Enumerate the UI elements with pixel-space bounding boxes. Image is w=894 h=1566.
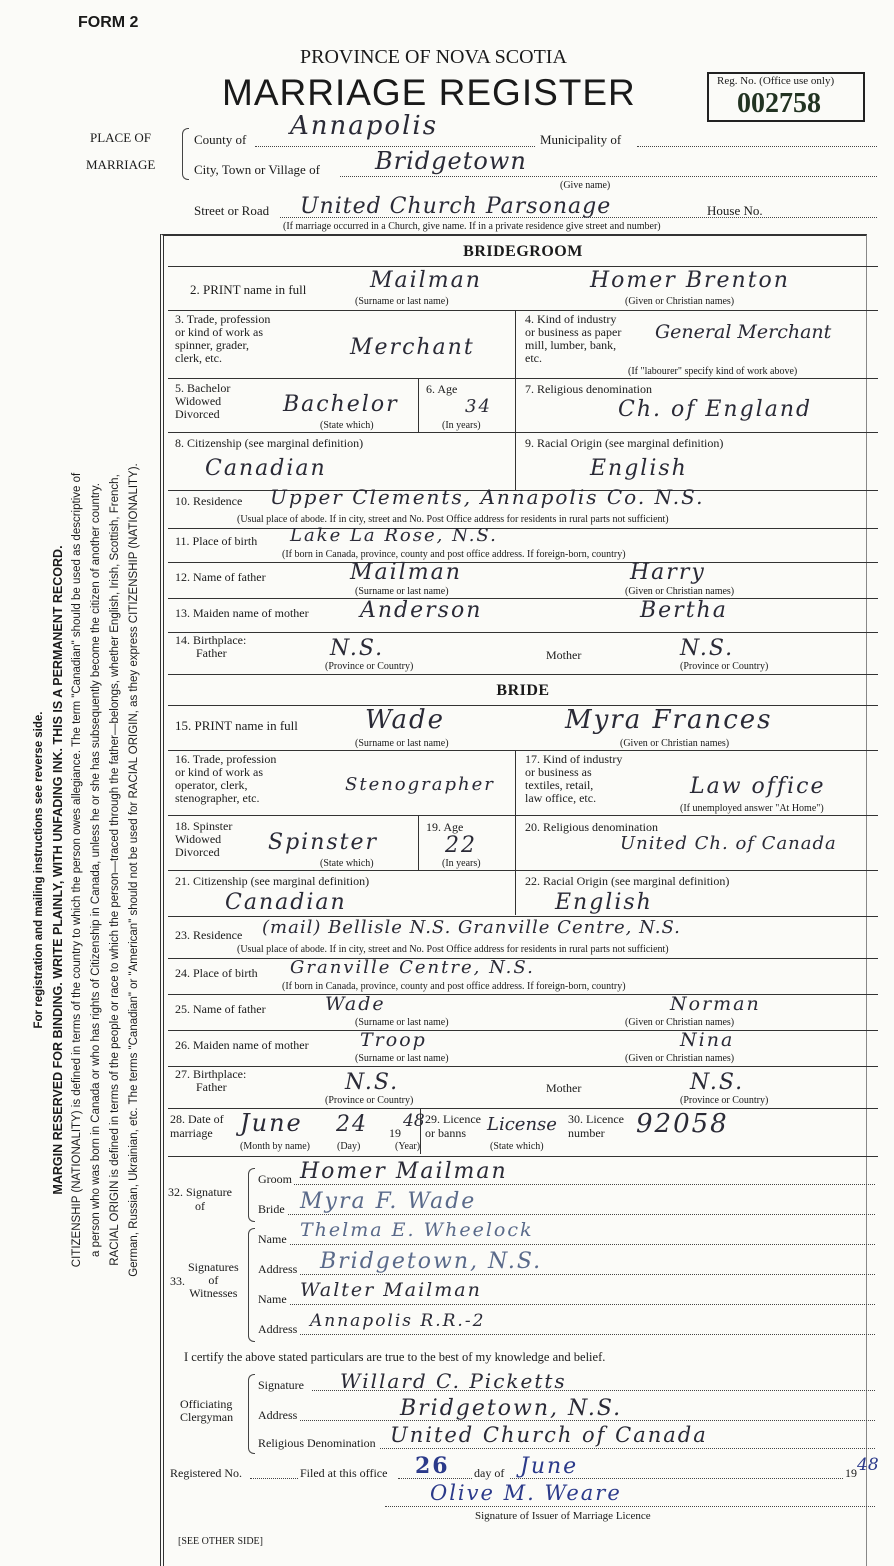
given-note: (Given or Christian names) (625, 586, 735, 597)
county-value: Annapolis (290, 111, 439, 141)
surname-note: (Surname or last name) (355, 738, 449, 749)
reg-no: 002758 (737, 88, 821, 119)
f32-label: 32. Signature of (168, 1185, 232, 1213)
groom-father-surname: Mailman (350, 560, 462, 585)
licence-or-banns: License (487, 1114, 557, 1135)
province-note: (Province or Country) (680, 1095, 769, 1106)
given-note: (Given or Christian names) (625, 1053, 735, 1064)
province-heading: PROVINCE OF NOVA SCOTIA (300, 46, 567, 68)
f10-label: 10. Residence (175, 494, 243, 508)
city-value: Bridgetown (375, 147, 527, 175)
groom-racial-origin: English (590, 456, 688, 481)
filed-year: 48 (857, 1455, 879, 1475)
state-which-note: (State which) (320, 858, 374, 869)
margin-instructions (30, 320, 160, 1420)
f19-label: 19. Age (426, 820, 464, 834)
groom-father-birthplace: N.S. (330, 636, 385, 661)
f17-note: (If unemployed answer "At Home") (680, 803, 824, 814)
f7-label: 7. Religious denomination (525, 382, 652, 396)
bride-father-given: Norman (670, 993, 761, 1015)
f2-label: 2. PRINT name in full (190, 282, 307, 297)
in-years-note: (In years) (442, 420, 481, 431)
f17-label: 17. Kind of industry or business as textiles, retail, law office, etc. (525, 752, 623, 805)
year-note: (Year) (395, 1141, 421, 1152)
bride-father-surname: Wade (325, 993, 386, 1015)
f18-label: 18. Spinster Widowed Divorced (175, 819, 233, 859)
reg-no-box (707, 72, 865, 122)
groom-occupation: Merchant (350, 335, 475, 360)
surname-note: (Surname or last name) (355, 586, 449, 597)
residence-note: (Usual place of abode. If in city, street and No. Post Office address for residents in rural parts not sufficient) (237, 944, 669, 955)
groom-birthplace: Lake La Rose, N.S. (290, 525, 498, 546)
province-note: (Province or Country) (680, 661, 769, 672)
bride-mother-surname: Troop (360, 1029, 427, 1051)
witness-name-label: Name (258, 1232, 287, 1246)
give-name-note: (Give name) (560, 180, 611, 191)
f25-label: 25. Name of father (175, 1002, 266, 1016)
clergy-label: Officiating Clergyman (180, 1397, 234, 1424)
f12-label: 12. Name of father (175, 570, 266, 584)
bride-birthplace: Granville Centre, N.S. (290, 957, 535, 978)
county-label: County of (194, 132, 247, 147)
f11-label: 11. Place of birth (175, 534, 258, 548)
f14-label: 14. Birthplace: Father (175, 633, 247, 660)
province-note: (Province or Country) (325, 1095, 414, 1106)
bridegroom-heading: BRIDEGROOM (463, 243, 583, 260)
bride-signature: Myra F. Wade (300, 1189, 477, 1214)
brace (248, 1374, 255, 1454)
filed-label: Filed at this office (300, 1466, 388, 1480)
page-title: MARRIAGE REGISTER (222, 72, 636, 113)
bride-given-names: Myra Frances (565, 705, 773, 735)
groom-residence: Upper Clements, Annapolis Co. N.S. (270, 485, 705, 509)
residence-note: (Usual place of abode. If in city, street and No. Post Office address for residents in rural parts not sufficient) (237, 514, 669, 525)
groom-age: 34 (465, 396, 492, 417)
groom-citizenship: Canadian (205, 456, 327, 481)
groom-mother-birthplace: N.S. (680, 636, 735, 661)
f21-label: 21. Citizenship (see marginal definition) (175, 874, 370, 888)
in-years-note: (In years) (442, 858, 481, 869)
margin-line: a person who was born in Canada or who has rights of Citizenship in Canada, unless he or she has subsequently become the citizen of another country. (90, 483, 102, 1257)
year-prefix: 19 (389, 1126, 401, 1140)
groom-sig-label: Groom (258, 1172, 292, 1186)
bride-father-birthplace: N.S. (345, 1070, 400, 1095)
margin-line: For registration and mailing instructions see reverse side. (33, 711, 45, 1029)
groom-given-names: Homer Brenton (590, 268, 790, 293)
clergy-address: Bridgetown, N.S. (400, 1396, 623, 1421)
state-which-note: (State which) (320, 420, 374, 431)
f3-label: 3. Trade, profession or kind of work as spinner, grader, clerk, etc. (175, 312, 271, 365)
see-other-side: [SEE OTHER SIDE] (178, 1536, 263, 1547)
marriage-month: June (240, 1109, 303, 1137)
marriage-day: 24 (336, 1112, 368, 1137)
f30-label: 30. Licence number (568, 1112, 624, 1140)
state-which-note: (State which) (490, 1141, 544, 1152)
f26-label: 26. Maiden name of mother (175, 1038, 309, 1052)
birthplace-note: (If born in Canada, province, county and post office address. If foreign-born, country) (282, 549, 626, 560)
groom-mother-given: Bertha (640, 598, 728, 623)
municipality-label: Municipality of (540, 132, 622, 147)
bride-heading: BRIDE (496, 682, 550, 699)
f22-label: 22. Racial Origin (see marginal definition) (525, 874, 730, 888)
place-label: MARRIAGE (86, 157, 156, 172)
form-number: FORM 2 (78, 14, 139, 31)
registered-no-label: Registered No. (170, 1466, 242, 1480)
f15-label: 15. PRINT name in full (175, 718, 298, 733)
bride-occupation: Stenographer (345, 774, 495, 795)
margin-line: CITIZENSHIP (NATIONALITY) is defined in terms of the country to which the person owes allegiance. The term "Canadian" should be used as descriptive of (71, 472, 83, 1268)
given-note: (Given or Christian names) (625, 1017, 735, 1028)
day-note: (Day) (337, 1141, 361, 1152)
brace (248, 1228, 255, 1342)
f8-label: 8. Citizenship (see marginal definition) (175, 436, 364, 450)
reg-no-label: Reg. No. (Office use only) (717, 75, 835, 87)
witness-address-label: Address (258, 1262, 298, 1276)
issuer-signature: Olive M. Weare (430, 1481, 622, 1505)
filed-day: 26 (415, 1453, 450, 1479)
groom-signature: Homer Mailman (300, 1159, 508, 1184)
marriage-year: 48 (403, 1111, 425, 1131)
margin-line: MARGIN RESERVED FOR BINDING. WRITE PLAINLY, WITH UNFADING INK. THIS IS A PERMANENT RECORD. (51, 545, 65, 1195)
f27-label: 27. Birthplace: Father (175, 1067, 247, 1094)
bride-surname: Wade (365, 705, 445, 735)
witness2-address: Annapolis R.R.-2 (310, 1311, 486, 1331)
f20-label: 20. Religious denomination (525, 820, 658, 834)
bride-residence: (mail) Bellisle N.S. Granville Centre, N.S. (262, 917, 681, 938)
bride-citizenship: Canadian (225, 890, 347, 915)
given-note: (Given or Christian names) (620, 738, 730, 749)
f9-label: 9. Racial Origin (see marginal definition) (525, 436, 724, 450)
witness1-address: Bridgetown, N.S. (320, 1249, 543, 1274)
witness-address-label: Address (258, 1322, 298, 1336)
certification-statement: I certify the above stated particulars are true to the best of my knowledge and belief. (184, 1350, 606, 1364)
month-note: (Month by name) (240, 1141, 310, 1152)
bride-racial-origin: English (555, 890, 653, 915)
groom-marital-status: Bachelor (283, 392, 399, 417)
witness1-name: Thelma E. Wheelock (300, 1219, 534, 1241)
street-note: (If marriage occurred in a Church, give name. If in a private residence give street and number) (283, 221, 661, 232)
surname-note: (Surname or last name) (355, 1053, 449, 1064)
bride-religion: United Ch. of Canada (620, 833, 837, 854)
bride-marital-status: Spinster (268, 830, 379, 855)
f16-label: 16. Trade, profession or kind of work as operator, clerk, stenographer, etc. (175, 752, 277, 805)
clergy-denomination: United Church of Canada (390, 1423, 708, 1447)
f33-number: 33. (170, 1274, 185, 1288)
f29-label: 29. Licence or banns (425, 1112, 481, 1140)
street-label: Street or Road (194, 203, 270, 218)
bride-mother-birthplace: N.S. (690, 1070, 745, 1095)
mother-label: Mother (546, 648, 582, 662)
groom-industry: General Merchant (655, 321, 832, 343)
f4-label: 4. Kind of industry or business as paper mill, lumber, bank, etc. (525, 312, 622, 365)
filed-year-prefix: 19 (845, 1466, 857, 1480)
f4-note: (If "labourer" specify kind of work above) (628, 366, 798, 377)
witness-name-label: Name (258, 1292, 287, 1306)
licence-number: 92058 (636, 1109, 729, 1139)
given-note: (Given or Christian names) (625, 296, 735, 307)
bride-age: 22 (445, 833, 477, 858)
mother-label: Mother (546, 1081, 582, 1095)
brace (248, 1168, 255, 1222)
f13-label: 13. Maiden name of mother (175, 606, 309, 620)
groom-father-given: Harry (630, 560, 706, 585)
day-of-label: day of (474, 1466, 505, 1480)
birthplace-note: (If born in Canada, province, county and post office address. If foreign-born, country) (282, 981, 626, 992)
bride-sig-label: Bride (258, 1202, 285, 1216)
city-label: City, Town or Village of (194, 162, 320, 177)
bride-mother-given: Nina (680, 1029, 735, 1051)
witness2-name: Walter Mailman (300, 1279, 482, 1301)
issuer-label: Signature of Issuer of Marriage Licence (475, 1510, 651, 1522)
margin-line: RACIAL ORIGIN is defined in terms of the people or race to which the person—traced through the father—belongs, whether English, Irish, Scottish, French, (109, 474, 121, 1266)
f6-label: 6. Age (426, 382, 458, 396)
brace (182, 128, 189, 180)
groom-surname: Mailman (370, 268, 482, 293)
groom-mother-surname: Anderson (360, 598, 483, 623)
f33-label: Signatures of Witnesses (188, 1260, 239, 1300)
f23-label: 23. Residence (175, 928, 243, 942)
f24-label: 24. Place of birth (175, 966, 258, 980)
house-label: House No. (707, 203, 763, 218)
clergy-signature-label: Signature (258, 1378, 304, 1392)
filed-month: June (520, 1454, 579, 1479)
surname-note: (Surname or last name) (355, 296, 449, 307)
place-label: PLACE OF (90, 130, 152, 145)
f5-label: 5. Bachelor Widowed Divorced (175, 381, 231, 421)
clergy-denomination-label: Religious Denomination (258, 1436, 376, 1450)
clergy-signature: Willard C. Picketts (340, 1369, 567, 1393)
groom-religion: Ch. of England (618, 397, 813, 422)
margin-line: German, Russian, Ukrainian, etc. The terms "Canadian" or "American" should not be used for RACIAL ORIGIN, as they express CITIZENSHIP (NATIONALITY). (128, 463, 140, 1277)
surname-note: (Surname or last name) (355, 1017, 449, 1028)
street-value: United Church Parsonage (300, 194, 612, 219)
province-note: (Province or Country) (325, 661, 414, 672)
bride-industry: Law office (690, 774, 826, 799)
clergy-address-label: Address (258, 1408, 298, 1422)
f28-label: 28. Date of marriage (170, 1112, 224, 1140)
